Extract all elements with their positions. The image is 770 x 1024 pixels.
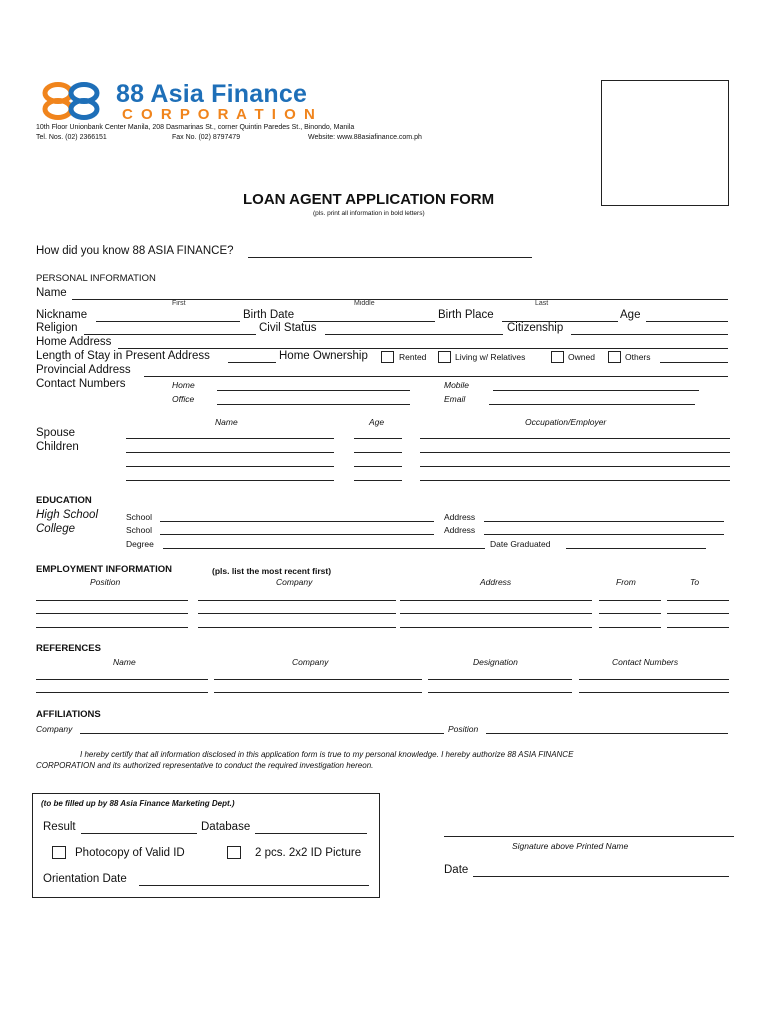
result-label: Result — [43, 821, 76, 833]
date-graduated-label: Date Graduated — [490, 539, 551, 549]
orientation-date-field[interactable] — [139, 885, 369, 886]
spouse-age-field[interactable] — [354, 438, 402, 439]
citizenship-field[interactable] — [571, 334, 728, 335]
pictures-label: 2 pcs. 2x2 ID Picture — [255, 847, 362, 859]
date-graduated-field[interactable] — [566, 548, 706, 549]
emp2-from-field[interactable] — [599, 613, 661, 614]
nickname-label: Nickname — [36, 309, 88, 321]
spouse-occupation-field[interactable] — [420, 438, 730, 439]
hs-address-label: Address — [444, 512, 476, 522]
emp1-position-field[interactable] — [36, 600, 188, 601]
home-phone-label: Home — [172, 380, 195, 390]
employment-note: (pls. list the most recent first) — [212, 566, 332, 576]
company-logo — [40, 82, 385, 122]
email-field[interactable] — [489, 404, 695, 405]
hs-school-label: School — [126, 512, 152, 522]
others-checkbox[interactable] — [608, 351, 621, 363]
emp3-company-field[interactable] — [198, 627, 396, 628]
ref1-contact-field[interactable] — [579, 679, 729, 680]
religion-field[interactable] — [84, 334, 256, 335]
affiliation-company-field[interactable] — [80, 733, 444, 734]
employment-company-header: Company — [276, 577, 313, 587]
ref1-company-field[interactable] — [214, 679, 422, 680]
form-title: LOAN AGENT APPLICATION FORM — [243, 191, 495, 208]
child3-name-field[interactable] — [126, 480, 334, 481]
ref2-designation-field[interactable] — [428, 692, 572, 693]
form-subtitle: (pls. print all information in bold letters) — [313, 210, 425, 217]
photocopy-label: Photocopy of Valid ID — [75, 847, 185, 859]
emp3-position-field[interactable] — [36, 627, 188, 628]
age-field[interactable] — [646, 321, 728, 322]
rented-checkbox[interactable] — [381, 351, 394, 363]
emp3-address-field[interactable] — [400, 627, 592, 628]
emp1-address-field[interactable] — [400, 600, 592, 601]
family-name-header: Name — [215, 417, 238, 427]
family-occupation-header: Occupation/Employer — [525, 417, 607, 427]
home-phone-field[interactable] — [217, 390, 410, 391]
mobile-label: Mobile — [444, 380, 470, 390]
company-name: 88 Asia Finance — [116, 80, 308, 108]
hs-school-field[interactable] — [160, 521, 434, 522]
child1-name-field[interactable] — [126, 452, 334, 453]
emp3-to-field[interactable] — [667, 627, 729, 628]
citizenship-label: Citizenship — [507, 322, 564, 334]
affiliations-heading: AFFILIATIONS — [36, 709, 101, 720]
office-phone-field[interactable] — [217, 404, 410, 405]
college-address-label: Address — [444, 525, 476, 535]
owned-label: Owned — [568, 352, 595, 362]
affiliation-position-field[interactable] — [486, 733, 728, 734]
emp2-to-field[interactable] — [667, 613, 729, 614]
provincial-address-field[interactable] — [144, 376, 728, 377]
signature-label: Signature above Printed Name — [512, 841, 629, 851]
marketing-heading: (to be filled up by 88 Asia Finance Marketing Dept.) — [41, 799, 235, 808]
how-know-field[interactable] — [248, 257, 532, 258]
first-name-caption: First — [172, 300, 186, 307]
company-tel: Tel. Nos. (02) 2366151 — [36, 134, 107, 141]
result-field[interactable] — [81, 833, 197, 834]
email-label: Email — [444, 394, 466, 404]
affiliation-position-label: Position — [448, 724, 479, 734]
logo-mark — [40, 82, 106, 120]
child1-age-field[interactable] — [354, 452, 402, 453]
child3-occupation-field[interactable] — [420, 480, 730, 481]
ref1-designation-field[interactable] — [428, 679, 572, 680]
child2-age-field[interactable] — [354, 466, 402, 467]
personal-heading: PERSONAL INFORMATION — [36, 273, 156, 284]
how-know-label: How did you know 88 ASIA FINANCE? — [36, 245, 234, 257]
certification-line-2: CORPORATION and its authorized representative to conduct the required investigation hereon. — [36, 761, 374, 770]
length-of-stay-label: Length of Stay in Present Address — [36, 350, 210, 362]
mobile-field[interactable] — [493, 390, 699, 391]
others-field[interactable] — [660, 362, 728, 363]
photo-box — [601, 80, 729, 206]
college-address-field[interactable] — [484, 534, 724, 535]
photocopy-checkbox[interactable] — [52, 846, 66, 859]
ref1-name-field[interactable] — [36, 679, 208, 680]
orientation-date-label: Orientation Date — [43, 873, 127, 885]
age-label: Age — [620, 309, 641, 321]
name-label: Name — [36, 287, 67, 299]
references-name-header: Name — [113, 657, 136, 667]
ref2-contact-field[interactable] — [579, 692, 729, 693]
company-fax: Fax No. (02) 8797479 — [172, 134, 241, 141]
college-label: College — [36, 523, 75, 535]
database-label: Database — [201, 821, 251, 833]
family-age-header: Age — [369, 417, 385, 427]
ref2-name-field[interactable] — [36, 692, 208, 693]
employment-address-header: Address — [480, 577, 512, 587]
date-field[interactable] — [473, 876, 729, 877]
emp1-to-field[interactable] — [667, 600, 729, 601]
religion-label: Religion — [36, 322, 78, 334]
certification-line-1: I hereby certify that all information disclosed in this application form is true to my personal knowledge. I hereby authorize 88 ASIA FINANCE — [80, 750, 574, 759]
company-address: 10th Floor Unionbank Center Manila, 208 Dasmarinas St., corner Quintin Paredes St., Binondo, Manila — [36, 124, 355, 131]
owned-checkbox[interactable] — [551, 351, 564, 363]
home-address-label: Home Address — [36, 336, 112, 348]
ref2-company-field[interactable] — [214, 692, 422, 693]
employment-to-header: To — [690, 577, 700, 587]
company-subtitle: C O R P O R A T I O N — [122, 106, 317, 123]
last-name-caption: Last — [535, 300, 549, 307]
child3-age-field[interactable] — [354, 480, 402, 481]
rented-label: Rented — [399, 352, 427, 362]
middle-name-caption: Middle — [354, 300, 375, 307]
children-label: Children — [36, 441, 79, 453]
others-label: Others — [625, 352, 651, 362]
degree-label: Degree — [126, 539, 154, 549]
high-school-label: High School — [36, 509, 99, 521]
emp1-company-field[interactable] — [198, 600, 396, 601]
emp2-address-field[interactable] — [400, 613, 592, 614]
child1-occupation-field[interactable] — [420, 452, 730, 453]
living-relatives-label: Living w/ Relatives — [455, 352, 526, 362]
references-heading: REFERENCES — [36, 643, 101, 654]
child2-occupation-field[interactable] — [420, 466, 730, 467]
birth-date-label: Birth Date — [243, 309, 295, 321]
contact-numbers-label: Contact Numbers — [36, 378, 126, 390]
company-website: Website: www.88asiafinance.com.ph — [308, 134, 422, 141]
civil-status-field[interactable] — [325, 334, 503, 335]
education-heading: EDUCATION — [36, 495, 92, 506]
pictures-checkbox[interactable] — [227, 846, 241, 859]
emp2-company-field[interactable] — [198, 613, 396, 614]
hs-address-field[interactable] — [484, 521, 724, 522]
database-field[interactable] — [255, 833, 367, 834]
date-label: Date — [444, 864, 469, 876]
college-school-field[interactable] — [160, 534, 434, 535]
spouse-name-field[interactable] — [126, 438, 334, 439]
living-relatives-checkbox[interactable] — [438, 351, 451, 363]
marketing-box — [32, 793, 380, 898]
references-contact-header: Contact Numbers — [612, 657, 679, 667]
name-field[interactable] — [72, 299, 728, 300]
home-address-field[interactable] — [118, 348, 728, 349]
civil-status-label: Civil Status — [259, 322, 317, 334]
nickname-field[interactable] — [96, 321, 240, 322]
office-phone-label: Office — [172, 394, 195, 404]
college-school-label: School — [126, 525, 152, 535]
birth-date-field[interactable] — [303, 321, 435, 322]
affiliation-company-label: Company — [36, 724, 73, 734]
spouse-label: Spouse — [36, 427, 76, 439]
birth-place-label: Birth Place — [438, 309, 494, 321]
emp3-from-field[interactable] — [599, 627, 661, 628]
references-company-header: Company — [292, 657, 329, 667]
emp2-position-field[interactable] — [36, 613, 188, 614]
provincial-address-label: Provincial Address — [36, 364, 131, 376]
degree-field[interactable] — [163, 548, 485, 549]
home-ownership-label: Home Ownership — [279, 350, 368, 362]
length-of-stay-field[interactable] — [228, 362, 276, 363]
employment-from-header: From — [616, 577, 636, 587]
employment-heading: EMPLOYMENT INFORMATION — [36, 564, 172, 575]
emp1-from-field[interactable] — [599, 600, 661, 601]
signature-field[interactable] — [444, 836, 734, 837]
references-designation-header: Designation — [473, 657, 518, 667]
employment-position-header: Position — [90, 577, 121, 587]
child2-name-field[interactable] — [126, 466, 334, 467]
